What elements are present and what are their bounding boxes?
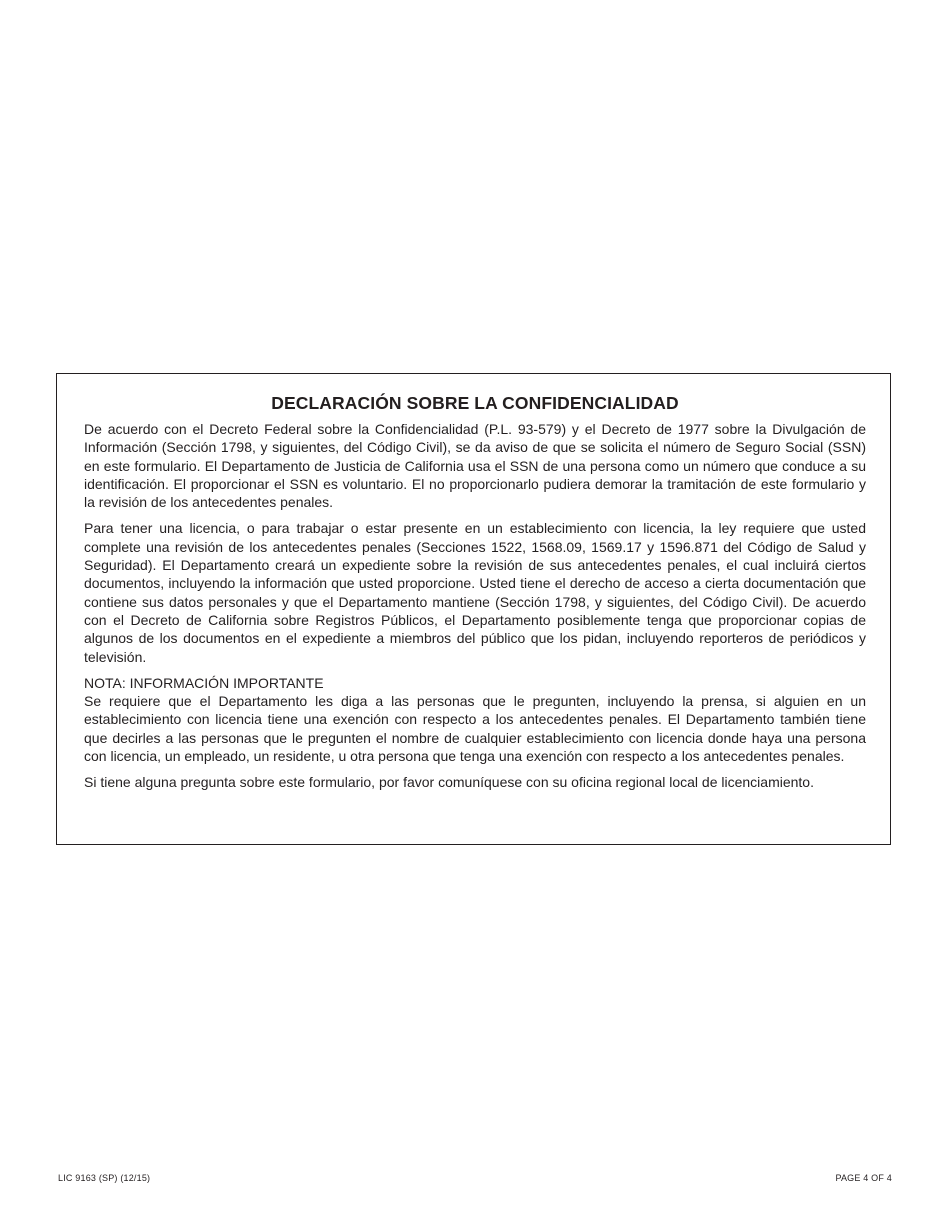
nota-heading: NOTA: INFORMACIÓN IMPORTANTE xyxy=(84,674,324,691)
notice-content xyxy=(84,392,866,800)
notice-paragraph-contact: Si tiene alguna pregunta sobre este formulario, por favor comuníquese con su oficina regional local de licenciamiento. xyxy=(84,774,814,791)
notice-paragraph-privacy-act: De acuerdo con el Decreto Federal sobre la Confidencialidad (P.L. 93-579) y el Decreto de 1977 sobre la Divulgación de Información (Sección 1798, y siguientes, del Código Civil), se da aviso de que se solicita el número de Seguro Social (SSN) en este formulario. El Departamento de Justicia de California usa el SSN de una persona como un número que conduce a su identificación. El proporcionar el SSN es voluntario. El no proporcionarlo pudiera demorar la tramitación de este formulario y la revisión de los antecedentes penales. xyxy=(84,421,866,511)
notice-paragraph-exemption: Se requiere que el Departamento les diga a las personas que le pregunten, incluyendo la prensa, si alguien en un establecimiento con licencia tiene una exención con respecto a los antecedentes penales. El Departamento también tiene que decirles a las personas que le pregunten el nombre de cualquier establecimiento con licencia donde haya una persona con licencia, un empleado, un residente, u otra persona que tenga una exención con respecto a los antecedentes penales. xyxy=(84,693,866,765)
notice-title: DECLARACIÓN SOBRE LA CONFIDENCIALIDAD xyxy=(271,393,679,413)
notice-paragraph-background-check: Para tener una licencia, o para trabajar o estar presente en un establecimiento con licencia, la ley requiere que usted complete una revisión de los antecedentes penales (Secciones 1522, 1568.09, 1569.17 y 1596.871 del Código de Salud y Seguridad). El Departamento creará un expediente sobre la revisión de sus antecedentes penales, el cual incluirá ciertos documentos, incluyendo la información que usted proporcione. Usted tiene el derecho de acceso a cierta documentación que contiene sus datos personales y que el Departamento mantiene (Sección 1798, y siguientes, del Código Civil). De acuerdo con el Decreto de California sobre Registros Públicos, el Departamento posiblemente tenga que proporcionar copias de algunos de los documentos en el expediente a miembros del público que los pidan, incluyendo reporteros de periódicos y televisión. xyxy=(84,520,866,665)
page-number: PAGE 4 OF 4 xyxy=(835,1173,892,1183)
form-identifier: LIC 9163 (SP) (12/15) xyxy=(58,1173,151,1183)
confidentiality-notice-box xyxy=(56,373,891,845)
